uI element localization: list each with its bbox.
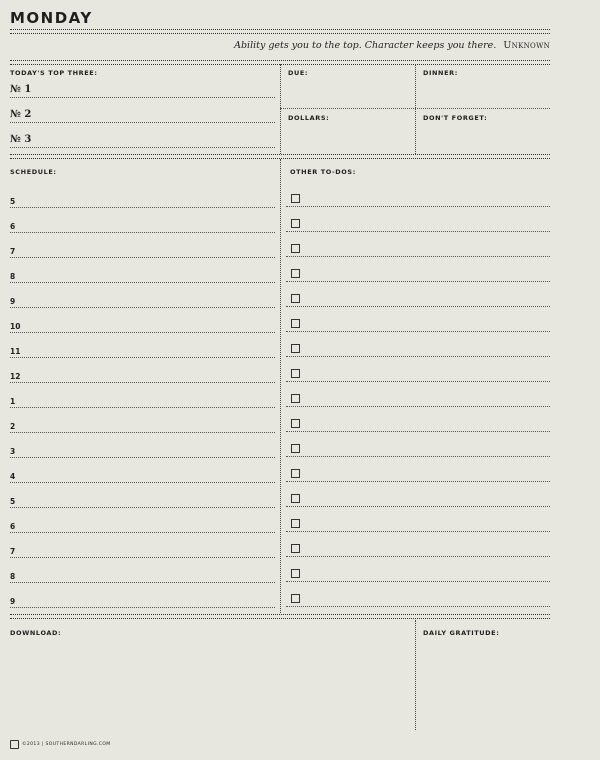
schedule-divider-vertical bbox=[280, 159, 281, 613]
section-divider-bottom bbox=[10, 614, 550, 619]
todo-checkbox[interactable] bbox=[291, 344, 300, 353]
schedule-hour: 2 bbox=[10, 422, 16, 431]
schedule-hour: 8 bbox=[10, 272, 16, 281]
schedule-hour: 10 bbox=[10, 322, 21, 331]
todo-checkbox[interactable] bbox=[291, 269, 300, 278]
todo-line[interactable] bbox=[286, 381, 550, 382]
todo-line[interactable] bbox=[286, 406, 550, 407]
title-divider bbox=[10, 29, 550, 34]
todo-checkbox[interactable] bbox=[291, 519, 300, 528]
schedule-line[interactable] bbox=[10, 607, 275, 608]
schedule-line[interactable] bbox=[10, 507, 275, 508]
todo-checkbox[interactable] bbox=[291, 194, 300, 203]
todo-line[interactable] bbox=[286, 506, 550, 507]
bottom-divider-vertical bbox=[415, 620, 416, 730]
todo-checkbox[interactable] bbox=[291, 369, 300, 378]
todo-line[interactable] bbox=[286, 556, 550, 557]
todo-checkbox[interactable] bbox=[291, 294, 300, 303]
footer bbox=[10, 740, 111, 749]
todo-checkbox[interactable] bbox=[291, 244, 300, 253]
top-three-line-2[interactable] bbox=[10, 122, 275, 123]
due-label: DUE: bbox=[288, 69, 309, 77]
schedule-hour: 9 bbox=[10, 597, 16, 606]
todo-line[interactable] bbox=[286, 456, 550, 457]
todo-checkbox[interactable] bbox=[291, 544, 300, 553]
schedule-hour: 9 bbox=[10, 297, 16, 306]
other-todos-label: OTHER TO-DOS: bbox=[290, 168, 356, 176]
todo-checkbox[interactable] bbox=[291, 319, 300, 328]
schedule-label: SCHEDULE: bbox=[10, 168, 57, 176]
schedule-line[interactable] bbox=[10, 307, 275, 308]
top-divider-horizontal bbox=[280, 108, 550, 109]
todo-line[interactable] bbox=[286, 231, 550, 232]
todo-checkbox[interactable] bbox=[291, 419, 300, 428]
schedule-hour: 5 bbox=[10, 497, 16, 506]
quote-author: Unknown bbox=[503, 40, 550, 51]
schedule-line[interactable] bbox=[10, 482, 275, 483]
schedule-line[interactable] bbox=[10, 557, 275, 558]
schedule-hour: 7 bbox=[10, 547, 16, 556]
top-three-item-1: № 1 bbox=[10, 84, 32, 95]
top-divider-vertical-2 bbox=[415, 64, 416, 154]
download-label: DOWNLOAD: bbox=[10, 629, 62, 637]
todo-checkbox[interactable] bbox=[291, 444, 300, 453]
todo-line[interactable] bbox=[286, 281, 550, 282]
schedule-hour: 5 bbox=[10, 197, 16, 206]
schedule-line[interactable] bbox=[10, 382, 275, 383]
schedule-hour: 11 bbox=[10, 347, 21, 356]
todo-line[interactable] bbox=[286, 481, 550, 482]
schedule-line[interactable] bbox=[10, 357, 275, 358]
dont-forget-label: DON'T FORGET: bbox=[423, 114, 488, 122]
top-divider-vertical-1 bbox=[280, 64, 281, 154]
logo-icon bbox=[10, 740, 19, 749]
top-three-line-1[interactable] bbox=[10, 97, 275, 98]
top-three-line-3[interactable] bbox=[10, 147, 275, 148]
schedule-hour: 7 bbox=[10, 247, 16, 256]
top-three-item-3: № 3 bbox=[10, 134, 32, 145]
quote bbox=[234, 40, 550, 51]
todo-line[interactable] bbox=[286, 306, 550, 307]
todo-line[interactable] bbox=[286, 206, 550, 207]
todo-line[interactable] bbox=[286, 531, 550, 532]
schedule-hour: 8 bbox=[10, 572, 16, 581]
schedule-line[interactable] bbox=[10, 282, 275, 283]
schedule-line[interactable] bbox=[10, 457, 275, 458]
footer-text: ©2013 | SOUTHERNDARLING.COM bbox=[22, 742, 111, 747]
schedule-line[interactable] bbox=[10, 207, 275, 208]
schedule-line[interactable] bbox=[10, 432, 275, 433]
todo-checkbox[interactable] bbox=[291, 394, 300, 403]
schedule-hour: 6 bbox=[10, 222, 16, 231]
todo-line[interactable] bbox=[286, 331, 550, 332]
schedule-hour: 4 bbox=[10, 472, 16, 481]
schedule-hour: 3 bbox=[10, 447, 16, 456]
todo-checkbox[interactable] bbox=[291, 494, 300, 503]
dinner-label: DINNER: bbox=[423, 69, 458, 77]
todo-checkbox[interactable] bbox=[291, 569, 300, 578]
schedule-hour: 1 bbox=[10, 397, 16, 406]
todo-checkbox[interactable] bbox=[291, 469, 300, 478]
schedule-line[interactable] bbox=[10, 582, 275, 583]
todo-line[interactable] bbox=[286, 606, 550, 607]
todo-line[interactable] bbox=[286, 256, 550, 257]
schedule-line[interactable] bbox=[10, 232, 275, 233]
quote-text: Ability gets you to the top. Character keeps you there. bbox=[234, 40, 497, 51]
schedule-line[interactable] bbox=[10, 532, 275, 533]
top-three-label: TODAY'S TOP THREE: bbox=[10, 69, 98, 77]
schedule-line[interactable] bbox=[10, 407, 275, 408]
todo-checkbox[interactable] bbox=[291, 594, 300, 603]
todo-line[interactable] bbox=[286, 431, 550, 432]
todo-line[interactable] bbox=[286, 581, 550, 582]
todo-checkbox[interactable] bbox=[291, 219, 300, 228]
schedule-hour: 12 bbox=[10, 372, 21, 381]
page-title: MONDAY bbox=[10, 9, 93, 27]
dollars-label: DOLLARS: bbox=[288, 114, 330, 122]
gratitude-label: DAILY GRATITUDE: bbox=[423, 629, 500, 637]
schedule-line[interactable] bbox=[10, 257, 275, 258]
todo-line[interactable] bbox=[286, 356, 550, 357]
schedule-line[interactable] bbox=[10, 332, 275, 333]
top-three-item-2: № 2 bbox=[10, 109, 32, 120]
schedule-hour: 6 bbox=[10, 522, 16, 531]
